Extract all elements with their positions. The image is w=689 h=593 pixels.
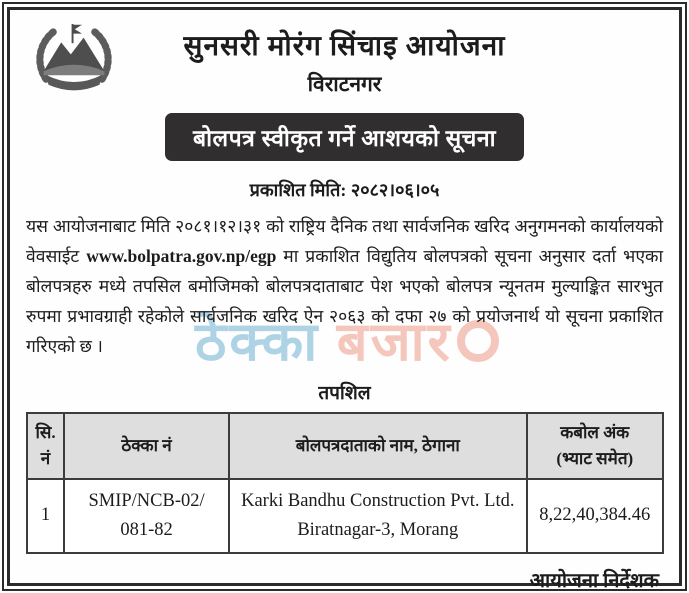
column-header-contract-number: ठेक्का नं: [64, 413, 229, 479]
notice-document: [7, 7, 682, 592]
published-date: प्रकाशित मिति: २०८२।०६।०५: [249, 180, 440, 200]
notice-title-banner: बोलपत्र स्वीकृत गर्ने आशयको सूचना: [165, 113, 524, 161]
signatory-title: आयोजना निर्देशक: [529, 569, 659, 592]
nepal-emblem-logo: [34, 20, 114, 100]
header: [26, 26, 663, 202]
notice-text-before-url: यस आयोजनाबाट मिति २०८१।१२।३१ को राष्ट्रिय दैनिक तथा सार्वजनिक खरिद अनुगमनको कार्यालयको वेवसाईट: [26, 216, 663, 266]
cell-serial-number: 1: [27, 479, 64, 553]
cell-bidder-name-address: Karki Bandhu Construction Pvt. Ltd. Biratnagar-3, Morang: [229, 479, 526, 553]
organization-location: विराटनगर: [307, 72, 382, 96]
notice-paragraph: [26, 211, 663, 361]
details-section-title: तपशिल: [318, 382, 371, 404]
organization-name: सुनसरी मोरंग सिंचाइ आयोजना: [183, 31, 506, 62]
bid-details-table: [26, 412, 664, 554]
column-header-quoted-amount: कबोल अंक (भ्याट समेत): [527, 413, 663, 479]
watermark-text-red: बजार: [336, 312, 453, 372]
notice-text-after-url: मा प्रकाशित विद्युतिय बोलपत्रको सूचना अनुसार दर्ता भएका बोलपत्रहरु मध्ये तपसिल बमोजिमको बोलपत्रदाताबाट पेश भएको बोलपत्र न्यूनतम मुल्याङ्कित सारभुत रुपमा प्रभावग्राही रहेकोले सार्वजनिक खरिद ऐन २०६३ को दफा २७ को प्रयोजनार्थ यो सूचना प्रकाशित गरिएको छ ।: [26, 246, 663, 356]
watermark-text-blue: ठेक्का: [195, 312, 321, 372]
table-row: [27, 479, 663, 553]
column-header-serial-number: सि. नं: [27, 413, 64, 479]
bolpatra-website-url: www.bolpatra.gov.np/egp: [86, 246, 277, 266]
column-header-bidder-name-address: बोलपत्रदाताको नाम, ठेगाना: [229, 413, 526, 479]
cell-contract-number: SMIP/NCB-02/ 081-82: [64, 479, 229, 553]
document-outer-frame: [2, 2, 687, 591]
table-header-row: [27, 413, 663, 479]
cell-quoted-amount: 8,22,40,384.46: [527, 479, 663, 553]
